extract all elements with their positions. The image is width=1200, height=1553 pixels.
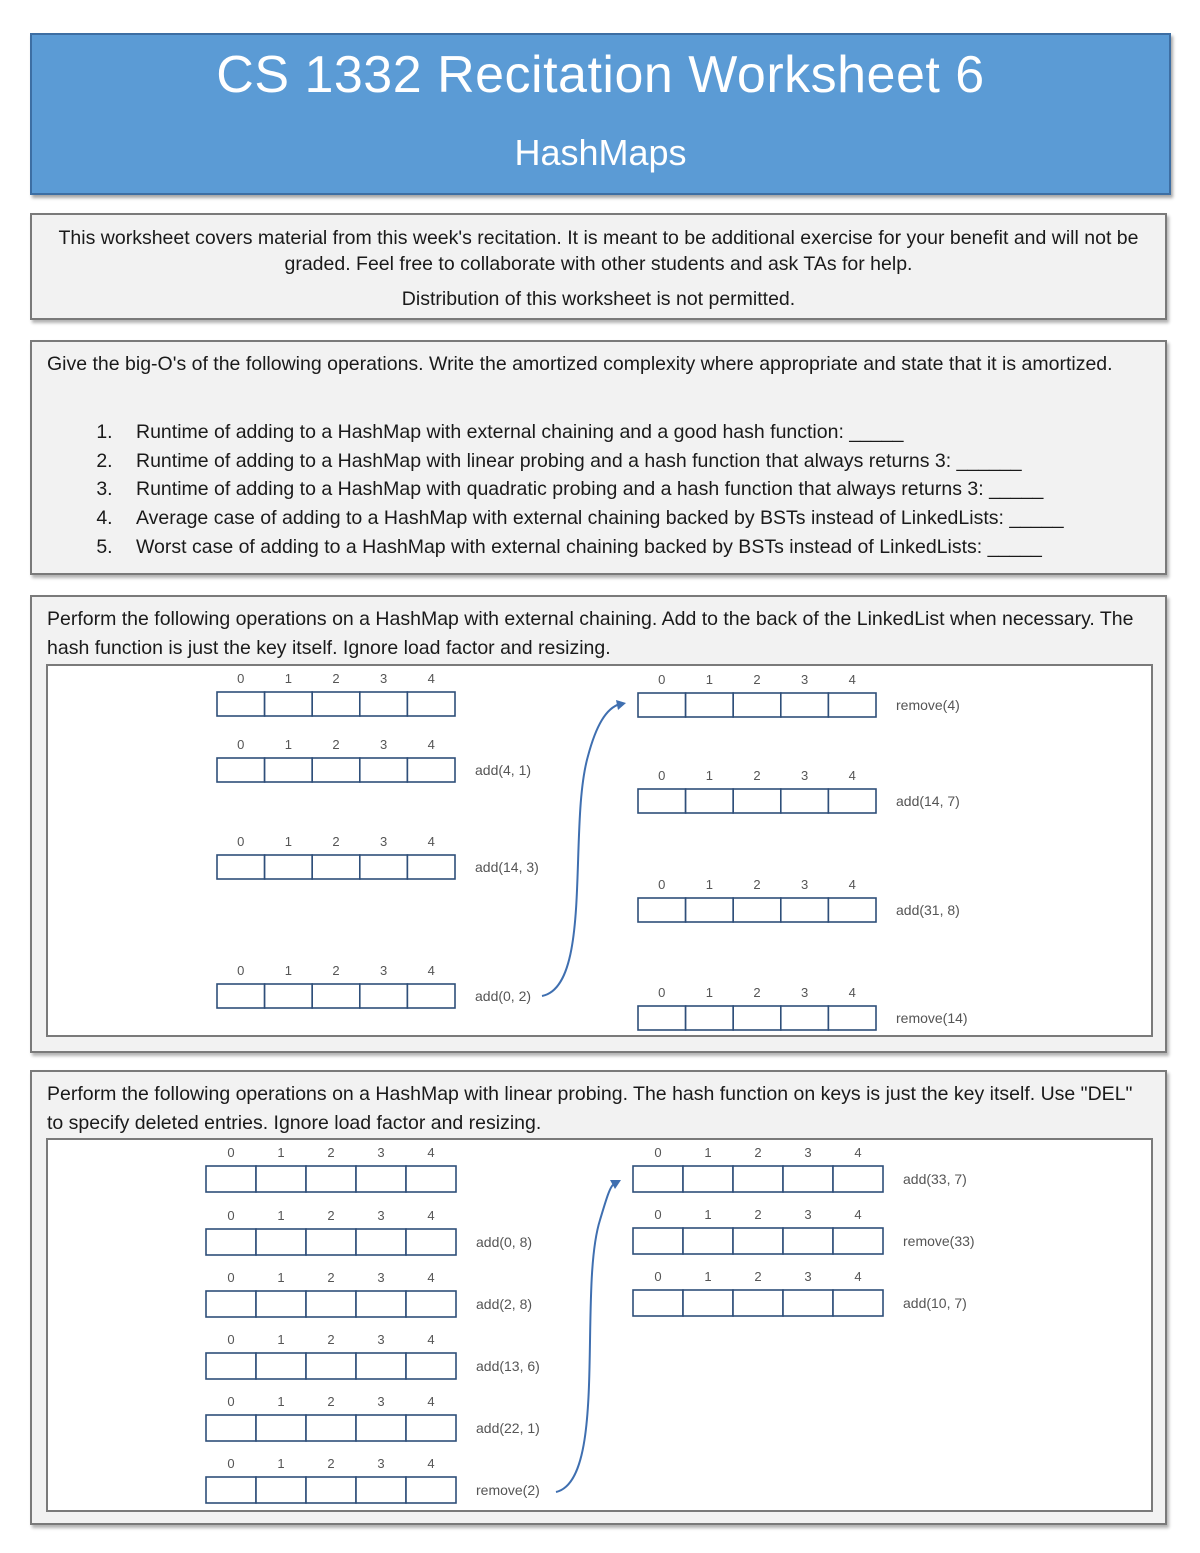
array-slot[interactable] (312, 758, 360, 782)
slot-index-label: 0 (237, 671, 245, 686)
array-slot[interactable] (256, 1477, 306, 1503)
distribution-notice: Distribution of this worksheet is not permitted. (401, 288, 796, 310)
array-slot[interactable] (217, 692, 265, 716)
slot-index-label: 4 (854, 1145, 862, 1160)
array-slot[interactable] (206, 1415, 256, 1441)
chaining-instructions: Perform the following operations on a HashMap with external chaining. Add to the back of the LinkedList when necessary. The hash function is just the key itself. Ignore load factor and resizing. (47, 608, 1134, 659)
slot-index-label: 3 (804, 1145, 812, 1160)
array-slot[interactable] (206, 1353, 256, 1379)
array-slot[interactable] (683, 1290, 733, 1316)
array-slot[interactable] (683, 1166, 733, 1192)
slot-index-label: 3 (377, 1145, 385, 1160)
slot-index-label: 4 (427, 1456, 435, 1471)
bigo-instructions: Give the big-O's of the following operations. Write the amortized complexity where appropriate and state that it is amortized. (47, 353, 1113, 375)
slot-index-label: 0 (237, 834, 245, 849)
chaining-section (30, 595, 1167, 1053)
array-slot[interactable] (828, 789, 876, 813)
hash-table-array (217, 834, 539, 879)
slot-index-label: 3 (379, 963, 388, 978)
slot-index-label: 0 (227, 1145, 235, 1160)
array-slot[interactable] (407, 984, 455, 1008)
hash-table-array (638, 672, 960, 717)
slot-index-label: 2 (332, 963, 340, 978)
operation-label: add(33, 7) (903, 1171, 967, 1187)
array-slot[interactable] (256, 1415, 306, 1441)
hash-table-array (217, 963, 531, 1008)
array-slot[interactable] (733, 1006, 781, 1030)
slot-index-label: 4 (427, 671, 435, 686)
intro-paragraph: This worksheet covers material from this week's recitation. It is meant to be additional exercise for your benefit and will not be graded. Feel free to collaborate with other students and ask TAs for help. (58, 227, 1139, 275)
array-slot[interactable] (356, 1415, 406, 1441)
array-slot[interactable] (406, 1353, 456, 1379)
array-slot[interactable] (638, 898, 686, 922)
array-slot[interactable] (265, 692, 313, 716)
slot-index-label: 0 (654, 1269, 662, 1284)
array-slot[interactable] (206, 1166, 256, 1192)
array-slot[interactable] (783, 1228, 833, 1254)
slot-index-label: 2 (754, 1207, 762, 1222)
array-slot[interactable] (781, 898, 829, 922)
array-slot[interactable] (206, 1229, 256, 1255)
array-slot[interactable] (356, 1353, 406, 1379)
slot-index-label: 1 (277, 1145, 285, 1160)
slot-index-label: 4 (427, 963, 435, 978)
array-slot[interactable] (360, 855, 408, 879)
slot-index-label: 1 (705, 985, 714, 1000)
slot-index-label: 0 (658, 768, 666, 783)
slot-index-label: 0 (654, 1207, 662, 1222)
bigo-question: 5. Worst case of adding to a HashMap with external chaining backed by BSTs instead of LinkedLists: _____ (118, 533, 1064, 562)
array-slot[interactable] (733, 789, 781, 813)
slot-index-label: 3 (379, 834, 388, 849)
hash-table-array (633, 1207, 975, 1254)
operation-label: remove(14) (896, 1010, 968, 1026)
array-slot[interactable] (633, 1228, 683, 1254)
array-slot[interactable] (356, 1166, 406, 1192)
slot-index-label: 3 (804, 1269, 812, 1284)
array-slot[interactable] (406, 1229, 456, 1255)
array-slot[interactable] (206, 1477, 256, 1503)
array-slot[interactable] (733, 1290, 783, 1316)
slot-index-label: 3 (377, 1270, 385, 1285)
operation-label: add(14, 3) (475, 859, 539, 875)
array-slot[interactable] (781, 1006, 829, 1030)
array-slot[interactable] (633, 1166, 683, 1192)
array-slot[interactable] (356, 1229, 406, 1255)
array-slot[interactable] (312, 692, 360, 716)
hash-table-array (206, 1145, 456, 1192)
probing-diagram (48, 1140, 1151, 1510)
array-slot[interactable] (265, 984, 313, 1008)
slot-index-label: 2 (754, 1145, 762, 1160)
slot-index-label: 0 (658, 877, 666, 892)
slot-index-label: 2 (327, 1394, 335, 1409)
array-slot[interactable] (828, 1006, 876, 1030)
operation-label: add(2, 8) (476, 1296, 533, 1312)
slot-index-label: 1 (277, 1208, 285, 1223)
operation-label: remove(4) (896, 697, 960, 713)
page-title: CS 1332 Recitation Worksheet 6 (216, 46, 985, 104)
slot-index-label: 2 (327, 1208, 335, 1223)
array-slot[interactable] (783, 1290, 833, 1316)
array-slot[interactable] (406, 1166, 456, 1192)
array-slot[interactable] (306, 1477, 356, 1503)
array-slot[interactable] (683, 1228, 733, 1254)
array-slot[interactable] (686, 1006, 734, 1030)
array-slot[interactable] (360, 984, 408, 1008)
slot-index-label: 0 (237, 963, 245, 978)
hash-table-array (638, 877, 960, 922)
slot-index-label: 2 (332, 834, 340, 849)
array-slot[interactable] (686, 898, 734, 922)
array-slot[interactable] (686, 693, 734, 717)
array-slot[interactable] (686, 789, 734, 813)
array-slot[interactable] (217, 855, 265, 879)
slot-index-label: 1 (705, 672, 714, 687)
array-slot[interactable] (406, 1477, 456, 1503)
slot-index-label: 2 (327, 1145, 335, 1160)
slot-index-label: 2 (753, 877, 761, 892)
array-slot[interactable] (256, 1229, 306, 1255)
slot-index-label: 0 (227, 1208, 235, 1223)
hash-table-array (206, 1208, 532, 1255)
array-slot[interactable] (783, 1166, 833, 1192)
operation-label: add(0, 2) (475, 988, 532, 1004)
slot-index-label: 2 (332, 737, 340, 752)
array-slot[interactable] (265, 758, 313, 782)
chaining-diagram (48, 666, 1151, 1035)
hash-table-array (206, 1456, 540, 1503)
slot-index-label: 4 (427, 737, 435, 752)
hash-table-array (206, 1394, 540, 1441)
array-slot[interactable] (206, 1291, 256, 1317)
array-slot[interactable] (407, 692, 455, 716)
slot-index-label: 3 (377, 1456, 385, 1471)
slot-index-label: 2 (327, 1270, 335, 1285)
slot-index-label: 4 (848, 877, 856, 892)
slot-index-label: 1 (704, 1145, 712, 1160)
array-slot[interactable] (733, 1166, 783, 1192)
array-slot[interactable] (833, 1290, 883, 1316)
hash-table-array (633, 1145, 967, 1192)
slot-index-label: 2 (332, 671, 340, 686)
chaining-diagram-panel (46, 664, 1153, 1037)
array-slot[interactable] (638, 789, 686, 813)
slot-index-label: 1 (284, 737, 293, 752)
bigo-question: 1. Runtime of adding to a HashMap with external chaining and a good hash function: _____ (118, 418, 1064, 447)
operation-label: remove(33) (903, 1233, 975, 1249)
array-slot[interactable] (638, 693, 686, 717)
hash-table-array (638, 985, 968, 1030)
operation-label: add(22, 1) (476, 1420, 540, 1436)
slot-index-label: 1 (284, 963, 293, 978)
slot-index-label: 4 (427, 1208, 435, 1223)
slot-index-label: 1 (277, 1456, 285, 1471)
slot-index-label: 2 (754, 1269, 762, 1284)
arrowhead-icon (616, 700, 626, 710)
slot-index-label: 0 (658, 985, 666, 1000)
slot-index-label: 3 (377, 1208, 385, 1223)
operation-label: add(31, 8) (896, 902, 960, 918)
array-slot[interactable] (781, 789, 829, 813)
slot-index-label: 3 (379, 671, 388, 686)
slot-index-label: 1 (284, 671, 293, 686)
slot-index-label: 2 (753, 768, 761, 783)
slot-index-label: 2 (753, 672, 761, 687)
slot-index-label: 0 (227, 1332, 235, 1347)
slot-index-label: 4 (427, 1332, 435, 1347)
array-slot[interactable] (217, 758, 265, 782)
probing-diagram-panel (46, 1138, 1153, 1512)
hash-table-array (206, 1332, 540, 1379)
slot-index-label: 1 (704, 1207, 712, 1222)
array-slot[interactable] (306, 1353, 356, 1379)
array-slot[interactable] (217, 984, 265, 1008)
array-slot[interactable] (733, 898, 781, 922)
slot-index-label: 3 (804, 1207, 812, 1222)
hash-table-array (633, 1269, 967, 1316)
slot-index-label: 0 (658, 672, 666, 687)
array-slot[interactable] (306, 1415, 356, 1441)
slot-index-label: 4 (427, 1394, 435, 1409)
slot-index-label: 1 (277, 1332, 285, 1347)
bigo-question-list (82, 418, 1064, 562)
array-slot[interactable] (406, 1291, 456, 1317)
continue-arrow (556, 1184, 614, 1492)
slot-index-label: 3 (800, 672, 809, 687)
array-slot[interactable] (833, 1228, 883, 1254)
slot-index-label: 3 (800, 877, 809, 892)
operation-label: add(13, 6) (476, 1358, 540, 1374)
operation-label: add(14, 7) (896, 793, 960, 809)
array-slot[interactable] (781, 693, 829, 717)
slot-index-label: 4 (427, 1270, 435, 1285)
array-slot[interactable] (256, 1166, 306, 1192)
hash-table-array (217, 737, 531, 782)
array-slot[interactable] (407, 855, 455, 879)
bigo-section (30, 340, 1167, 575)
bigo-question: 2. Runtime of adding to a HashMap with linear probing and a hash function that always returns 3: ______ (118, 447, 1064, 476)
continue-arrow (542, 704, 620, 996)
slot-index-label: 0 (654, 1145, 662, 1160)
slot-index-label: 1 (705, 768, 714, 783)
array-slot[interactable] (356, 1291, 406, 1317)
array-slot[interactable] (256, 1353, 306, 1379)
probing-instructions: Perform the following operations on a HashMap with linear probing. The hash function on keys is just the key itself. Use "DEL" to specify deleted entries. Ignore load factor and resizing. (47, 1083, 1133, 1134)
hash-table-array (217, 671, 455, 716)
array-slot[interactable] (306, 1291, 356, 1317)
array-slot[interactable] (733, 1228, 783, 1254)
hash-table-array (638, 768, 960, 813)
slot-index-label: 0 (237, 737, 245, 752)
slot-index-label: 4 (427, 1145, 435, 1160)
array-slot[interactable] (312, 984, 360, 1008)
bigo-question: 4. Average case of adding to a HashMap with external chaining backed by BSTs instead of LinkedLists: _____ (118, 504, 1064, 533)
slot-index-label: 4 (848, 672, 856, 687)
array-slot[interactable] (833, 1166, 883, 1192)
slot-index-label: 3 (377, 1332, 385, 1347)
slot-index-label: 1 (277, 1270, 285, 1285)
probing-section (30, 1070, 1167, 1525)
operation-label: add(0, 8) (476, 1234, 533, 1250)
array-slot[interactable] (828, 693, 876, 717)
slot-index-label: 3 (377, 1394, 385, 1409)
array-slot[interactable] (256, 1291, 306, 1317)
slot-index-label: 4 (427, 834, 435, 849)
hash-table-array (206, 1270, 532, 1317)
page-subtitle: HashMaps (514, 132, 687, 173)
array-slot[interactable] (306, 1229, 356, 1255)
array-slot[interactable] (407, 758, 455, 782)
slot-index-label: 2 (327, 1332, 335, 1347)
slot-index-label: 4 (848, 985, 856, 1000)
slot-index-label: 4 (854, 1269, 862, 1284)
array-slot[interactable] (733, 693, 781, 717)
array-slot[interactable] (265, 855, 313, 879)
array-slot[interactable] (312, 855, 360, 879)
slot-index-label: 2 (753, 985, 761, 1000)
array-slot[interactable] (406, 1415, 456, 1441)
array-slot[interactable] (356, 1477, 406, 1503)
slot-index-label: 4 (854, 1207, 862, 1222)
slot-index-label: 1 (704, 1269, 712, 1284)
operation-label: add(10, 7) (903, 1295, 967, 1311)
slot-index-label: 3 (379, 737, 388, 752)
bigo-question: 3. Runtime of adding to a HashMap with quadratic probing and a hash function that always returns 3: _____ (118, 475, 1064, 504)
array-slot[interactable] (638, 1006, 686, 1030)
slot-index-label: 1 (277, 1394, 285, 1409)
array-slot[interactable] (828, 898, 876, 922)
slot-index-label: 3 (800, 985, 809, 1000)
operation-label: add(4, 1) (475, 762, 532, 778)
slot-index-label: 0 (227, 1270, 235, 1285)
intro-box (30, 213, 1167, 320)
array-slot[interactable] (360, 758, 408, 782)
slot-index-label: 1 (705, 877, 714, 892)
slot-index-label: 0 (227, 1394, 235, 1409)
slot-index-label: 1 (284, 834, 293, 849)
array-slot[interactable] (360, 692, 408, 716)
array-slot[interactable] (306, 1166, 356, 1192)
slot-index-label: 3 (800, 768, 809, 783)
operation-label: remove(2) (476, 1482, 540, 1498)
slot-index-label: 2 (327, 1456, 335, 1471)
array-slot[interactable] (633, 1290, 683, 1316)
slot-index-label: 4 (848, 768, 856, 783)
slot-index-label: 0 (227, 1456, 235, 1471)
worksheet-header (30, 33, 1171, 195)
